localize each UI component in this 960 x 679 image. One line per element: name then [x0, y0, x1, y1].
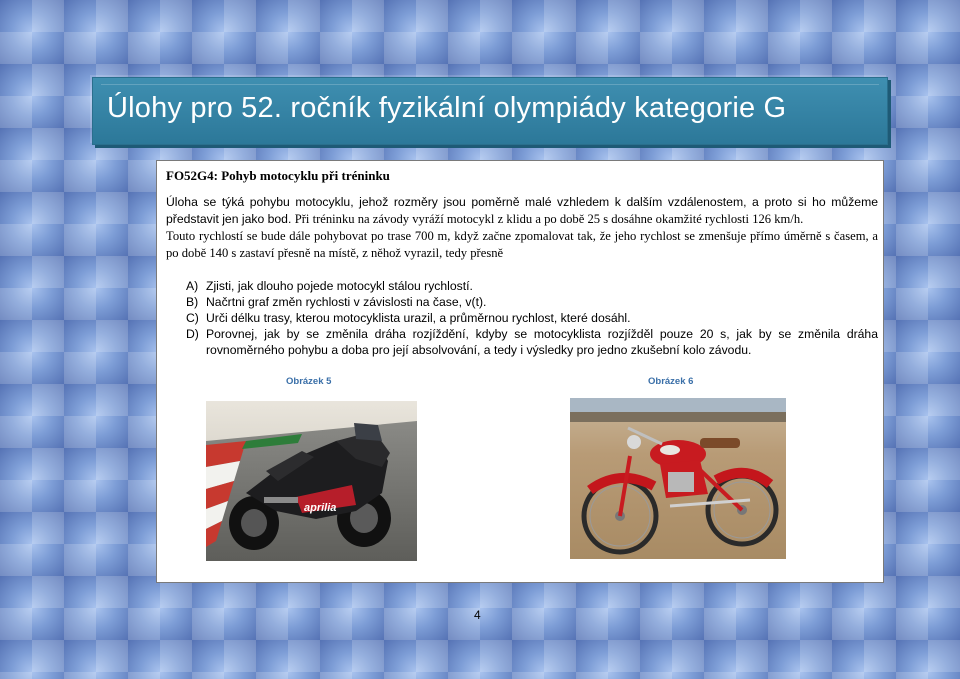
- title-bar: [92, 77, 888, 145]
- task-heading: FO52G4: Pohyb motocyklu při tréninku: [166, 168, 390, 183]
- figure-6-caption: Obrázek 6: [648, 376, 694, 387]
- figure-5-caption: Obrázek 5: [286, 376, 332, 387]
- task-list: [166, 278, 878, 358]
- slide-title: Úlohy pro 52. ročník fyzikální olympiády kategorie G: [107, 92, 787, 124]
- list-item-text: Urči délku trasy, kterou motocyklista urazil, a průměrnou rychlost, které dosáhl.: [206, 311, 631, 325]
- figure-6-photo: [570, 398, 786, 559]
- task-paragraph-1: [166, 194, 878, 228]
- list-item: [166, 294, 878, 310]
- list-item: [166, 310, 878, 326]
- list-item: [166, 278, 878, 294]
- vintage-motorcycle-image: [570, 398, 786, 559]
- task-paragraph-2: Touto rychlostí se bude dále pohybovat po trase 700 m, když začne zpomalovat tak, že jeho rychlost se zmenšuje přímo úměrně s časem, a po době 140 s zastaví přesně na místě, z něhož vyrazil, tedy přesně: [166, 229, 878, 260]
- list-item-letter: B): [186, 295, 199, 309]
- list-item-letter: C): [186, 311, 199, 325]
- list-item-letter: A): [186, 279, 199, 293]
- list-item: [166, 326, 878, 358]
- list-item-text: Porovnej, jak by se změnila dráha rozjíždění, kdyby se motocyklista rozjížděl pouze 20 s, jak by se změnila dráha rovnoměrného pohybu a doba pro její absolvování, a tedy i výsledky pro jedno zkušební kolo závodu.: [206, 327, 878, 357]
- figure-5-photo: [206, 401, 417, 561]
- content-panel: [156, 160, 884, 583]
- page-number: 4: [474, 608, 481, 622]
- task-paragraph-1-text: Úloha se týká pohybu motocyklu, jehož rozměry jsou poměrně malé vzhledem k dalším vzdálenostem, a proto si ho můžeme představit jen jako bod.: [166, 195, 878, 226]
- sport-motorcycle-image: [206, 401, 417, 561]
- list-item-text: Zjisti, jak dlouho pojede motocykl stálou rychlostí.: [206, 279, 473, 293]
- aprilia-logo: aprilia: [304, 502, 337, 514]
- list-item-letter: D): [186, 327, 199, 341]
- task-paragraph-1-cont: Při tréninku na závody vyráží motocykl z klidu a po době 25 s dosáhne okamžité rychlosti 126 km/h.: [294, 212, 804, 226]
- list-item-text: Načrtni graf změn rychlosti v závislosti na čase, v(t).: [206, 295, 487, 309]
